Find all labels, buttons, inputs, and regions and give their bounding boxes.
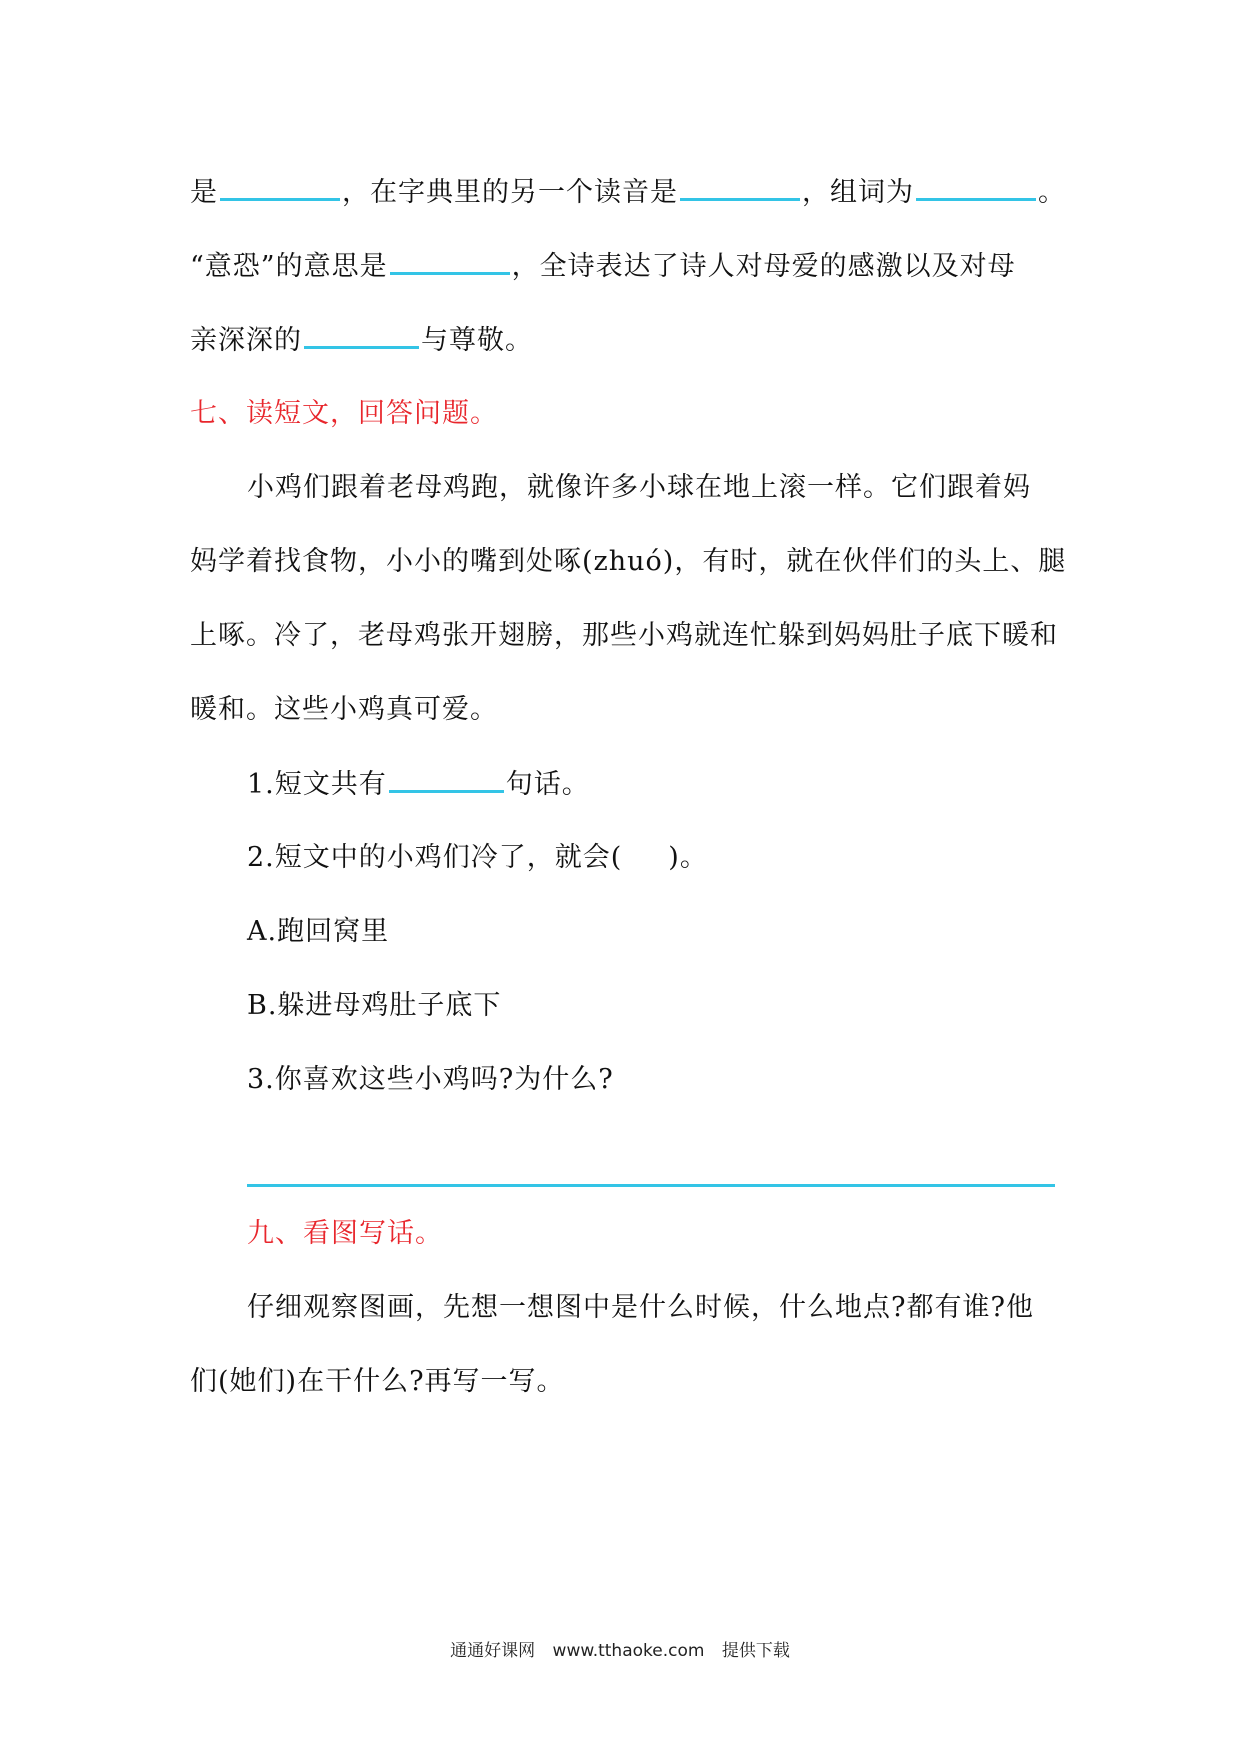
text: 句话。 bbox=[505, 769, 590, 800]
footer-note: 提供下载 bbox=[721, 1641, 790, 1661]
text: ，组词为 bbox=[802, 177, 914, 208]
text: 亲深深的 bbox=[190, 325, 302, 356]
fill-line-2 bbox=[190, 246, 1016, 286]
answer-blank[interactable] bbox=[389, 764, 504, 793]
text: 是 bbox=[190, 177, 218, 208]
fill-line-1 bbox=[190, 172, 1066, 212]
question-1 bbox=[247, 764, 590, 804]
passage-line-2: 妈学着找食物，小小的嘴到处啄(zhuó)，有时，就在伙伴们的头上、腿 bbox=[190, 546, 1067, 577]
answer-line[interactable] bbox=[247, 1184, 1055, 1187]
passage-line-3: 上啄。冷了，老母鸡张开翅膀，那些小鸡就连忙躲到妈妈肚子底下暖和 bbox=[190, 620, 1058, 651]
section-7-heading: 七、读短文，回答问题。 bbox=[190, 398, 498, 429]
option-b: B.躲进母鸡肚子底下 bbox=[247, 990, 502, 1021]
option-a: A.跑回窝里 bbox=[247, 916, 390, 947]
footer bbox=[0, 1636, 1240, 1661]
footer-url[interactable]: www.tthaoke.com bbox=[552, 1641, 705, 1661]
passage-line-1: 小鸡们跟着老母鸡跑，就像许多小球在地上滚一样。它们跟着妈 bbox=[247, 472, 1031, 503]
footer-site-name: 通通好课网 bbox=[450, 1641, 536, 1661]
answer-blank[interactable] bbox=[916, 172, 1036, 201]
text: ，全诗表达了诗人对母爱的感激以及对母 bbox=[511, 251, 1016, 282]
text: ，在字典里的另一个读音是 bbox=[342, 177, 678, 208]
question-2 bbox=[247, 838, 708, 878]
answer-blank[interactable] bbox=[390, 246, 510, 275]
instruction-line-2: 们(她们)在干什么?再写一写。 bbox=[190, 1366, 565, 1397]
section-9-heading: 九、看图写话。 bbox=[247, 1218, 443, 1249]
answer-blank[interactable] bbox=[304, 320, 419, 349]
text: 2.短文中的小鸡们冷了，就会( bbox=[247, 842, 623, 873]
text: 。 bbox=[1038, 177, 1066, 208]
text: 与尊敬。 bbox=[421, 325, 533, 356]
answer-blank[interactable] bbox=[680, 172, 800, 201]
answer-blank[interactable] bbox=[220, 172, 340, 201]
fill-line-3 bbox=[190, 320, 533, 360]
instruction-line-1: 仔细观察图画，先想一想图中是什么时候，什么地点?都有谁?他 bbox=[247, 1292, 1034, 1323]
text: )。 bbox=[668, 842, 708, 873]
question-3: 3.你喜欢这些小鸡吗?为什么? bbox=[247, 1064, 614, 1095]
text: “意恐”的意思是 bbox=[190, 251, 388, 282]
text: 1.短文共有 bbox=[247, 769, 387, 800]
passage-line-4: 暖和。这些小鸡真可爱。 bbox=[190, 694, 498, 725]
